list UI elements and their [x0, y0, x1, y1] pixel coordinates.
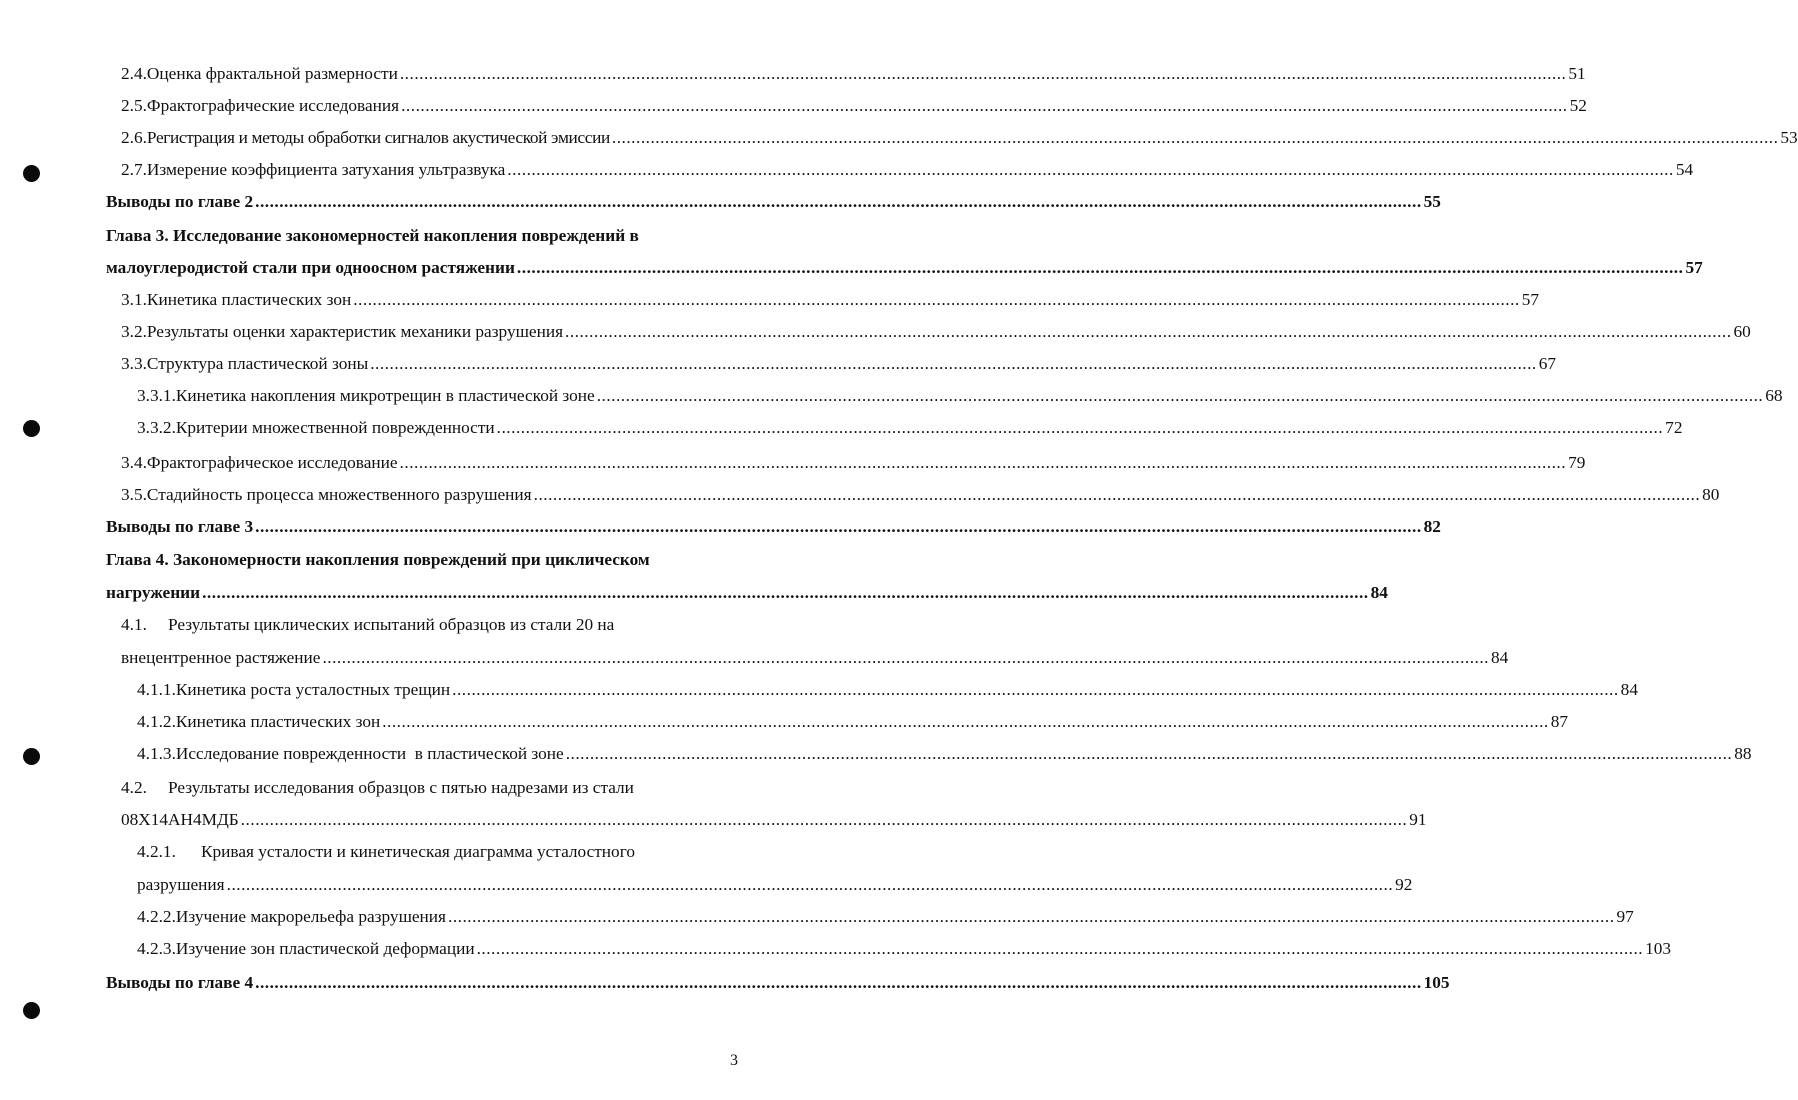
toc-entry-title: Фрактографические исследования — [146, 96, 400, 115]
toc-entry-page: 105 — [1423, 973, 1450, 992]
toc-entry-2-5[interactable] — [121, 89, 1587, 123]
toc-entry-title: Выводы по главе 4 — [106, 973, 254, 992]
toc-entry-page: 52 — [1569, 96, 1587, 115]
toc-entry-page: 97 — [1616, 907, 1634, 926]
dot-leader — [534, 478, 1701, 512]
dot-leader — [612, 121, 1779, 155]
dot-leader — [507, 153, 1674, 187]
toc-entry-title: Глава 3. Исследование закономерностей накопления повреждений в — [106, 226, 639, 245]
toc-entry-3-4[interactable] — [121, 446, 1586, 480]
toc-entry-number: 3.3. — [121, 354, 147, 373]
toc-entry-number: 2.4. — [121, 64, 147, 83]
toc-entry-title-cont: 08Х14АН4МДБ — [121, 810, 239, 829]
toc-entry-page: 67 — [1538, 354, 1557, 373]
dot-leader — [382, 705, 1549, 739]
dot-leader — [517, 251, 1684, 285]
dot-leader — [400, 57, 1567, 91]
toc-entry-title: Кинетика роста усталостных трещин — [175, 680, 451, 699]
toc-entry-title: Выводы по главе 3 — [106, 517, 254, 536]
toc-entry-title: Результаты циклических испытаний образцов из стали 20 на — [168, 615, 615, 634]
toc-entry-number: 4.2.3. — [137, 939, 176, 958]
toc-entry-page: 51 — [1568, 64, 1586, 83]
toc-entry-2-7[interactable] — [121, 153, 1694, 187]
dot-leader — [448, 900, 1615, 934]
toc-entry-4-1[interactable] — [121, 641, 1509, 675]
toc-entry-number: 3.2. — [121, 322, 147, 341]
dot-leader — [353, 283, 1520, 317]
dot-leader — [322, 641, 1489, 675]
toc-entry-title: Фрактографическое исследование — [146, 453, 398, 472]
toc-chapter-4[interactable] — [106, 576, 1388, 610]
toc-entry-title: Результаты исследования образцов с пятью надрезами из стали — [168, 778, 634, 797]
toc-entry-number: 4.2.2. — [137, 907, 176, 926]
toc-entry-page: 82 — [1423, 517, 1441, 536]
toc-entry-2-6[interactable] — [121, 121, 1798, 155]
dot-leader — [400, 446, 1567, 480]
toc-entry-title: Кривая усталости и кинетическая диаграмма усталостного — [201, 842, 635, 861]
toc-entry-page: 84 — [1620, 680, 1638, 699]
toc-entry-page: 68 — [1765, 386, 1783, 405]
toc-entry-page: 55 — [1423, 192, 1441, 211]
toc-entry-number: 3.3.2. — [137, 418, 176, 437]
toc-entry-title-cont: разрушения — [137, 875, 225, 894]
toc-entry-title: Кинетика пластических зон — [175, 712, 381, 731]
toc-entry-page: 54 — [1675, 160, 1694, 179]
toc-entry-page: 60 — [1733, 322, 1751, 341]
dot-leader — [477, 932, 1644, 966]
toc-entry-number: 4.2. — [121, 778, 147, 797]
toc-entry-number: 3.3.1. — [137, 386, 176, 405]
toc-entry-conclusions-3[interactable] — [106, 510, 1441, 544]
dot-leader — [255, 510, 1422, 544]
toc-entry-page: 88 — [1734, 744, 1752, 763]
toc-entry-title: Кинетика накопления микротрещин в пластической зоне — [175, 386, 595, 405]
toc-entry-page: 87 — [1550, 712, 1568, 731]
toc-entry-3-1[interactable] — [121, 283, 1540, 317]
toc-entry-title: Выводы по главе 2 — [106, 192, 254, 211]
punch-hole — [23, 1002, 40, 1019]
toc-entry-title: Измерение коэффициента затухания ультразвука — [146, 160, 506, 179]
toc-entry-number: 4.2.1. — [137, 842, 176, 861]
toc-chapter-3[interactable] — [106, 251, 1703, 285]
toc-entry-4-2-2[interactable] — [137, 900, 1634, 934]
toc-entry-page: 84 — [1490, 648, 1509, 667]
dot-leader — [202, 576, 1369, 610]
toc-entry-3-3[interactable] — [121, 347, 1557, 381]
toc-entry-title-cont: малоуглеродистой стали при одноосном растяжении — [106, 258, 515, 277]
toc-entry-number: 4.1. — [121, 615, 147, 634]
toc-entry-page: 91 — [1409, 810, 1427, 829]
toc-entry-page: 53 — [1780, 128, 1798, 147]
toc-entry-title: Критерии множественной поврежденности — [175, 418, 495, 437]
toc-entry-number: 4.1.1. — [137, 680, 176, 699]
toc-entry-page: 57 — [1685, 258, 1703, 277]
toc-entry-page: 57 — [1521, 290, 1540, 309]
toc-entry-3-3-2[interactable] — [137, 411, 1683, 445]
toc-entry-2-4[interactable] — [121, 57, 1586, 91]
punch-hole — [23, 748, 40, 765]
punch-hole — [23, 165, 40, 182]
toc-entry-4-2-1[interactable] — [137, 868, 1413, 902]
toc-chapter-3-line1[interactable] — [106, 219, 639, 253]
toc-entry-page: 84 — [1370, 583, 1388, 602]
dot-leader — [241, 803, 1408, 837]
toc-entry-page: 72 — [1665, 418, 1683, 437]
toc-entry-conclusions-4[interactable] — [106, 966, 1450, 1000]
toc-entry-title: Стадийность процесса множественного разрушения — [146, 485, 532, 504]
toc-entry-4-1-1[interactable] — [137, 673, 1638, 707]
toc-entry-number: 4.1.3. — [137, 744, 176, 763]
dot-leader — [227, 868, 1394, 902]
toc-entry-number: 3.5. — [121, 485, 147, 504]
toc-entry-4-1-line1[interactable] — [121, 608, 614, 642]
toc-entry-page: 79 — [1568, 453, 1586, 472]
toc-entry-title-cont: внецентренное растяжение — [121, 648, 321, 667]
toc-entry-title: Оценка фрактальной размерности — [146, 64, 398, 83]
toc-entry-page: 80 — [1702, 485, 1720, 504]
toc-entry-3-2[interactable] — [121, 315, 1751, 349]
toc-entry-title: Кинетика пластических зон — [146, 290, 352, 309]
toc-entry-title: Изучение зон пластической деформации — [175, 939, 475, 958]
page-number: 3 — [730, 1052, 738, 1069]
toc-entry-conclusions-2[interactable] — [106, 185, 1441, 219]
toc-entry-4-2-1-line1[interactable] — [137, 835, 635, 869]
toc-entry-number: 2.6. — [121, 128, 147, 147]
toc-entry-title: Изучение макрорельефа разрушения — [175, 907, 446, 926]
toc-entry-number: 3.1. — [121, 290, 147, 309]
toc-entry-number: 3.4. — [121, 453, 147, 472]
toc-entry-4-2-3[interactable] — [137, 932, 1672, 966]
dot-leader — [452, 673, 1619, 707]
toc-entry-number: 2.7. — [121, 160, 147, 179]
toc-entry-4-2[interactable] — [121, 803, 1427, 837]
toc-entry-3-5[interactable] — [121, 478, 1720, 512]
toc-entry-title: Результаты оценки характеристик механики разрушения — [146, 322, 564, 341]
toc-entry-page: 92 — [1395, 875, 1413, 894]
dot-leader — [597, 379, 1764, 413]
toc-entry-title: Исследование поврежденности в пластической зоне — [175, 744, 564, 763]
dot-leader — [255, 966, 1422, 1000]
toc-entry-4-2-line1[interactable] — [121, 771, 634, 805]
dot-leader — [401, 89, 1568, 123]
dot-leader — [566, 737, 1733, 771]
dot-leader — [565, 315, 1732, 349]
toc-entry-3-3-1[interactable] — [137, 379, 1783, 413]
toc-entry-title: Регистрация и методы обработки сигналов акустической эмиссии — [146, 128, 610, 147]
toc-entry-title: Структура пластической зоны — [146, 354, 369, 373]
toc-chapter-4-line1[interactable] — [106, 543, 650, 577]
dot-leader — [497, 411, 1664, 445]
toc-entry-title-cont: нагружении — [106, 583, 201, 602]
toc-entry-page: 103 — [1645, 939, 1672, 958]
toc-entry-4-1-2[interactable] — [137, 705, 1568, 739]
toc-entry-number: 4.1.2. — [137, 712, 176, 731]
dot-leader — [255, 185, 1422, 219]
toc-entry-title: Глава 4. Закономерности накопления повреждений при циклическом — [106, 550, 650, 569]
dot-leader — [370, 347, 1537, 381]
punch-hole — [23, 420, 40, 437]
toc-entry-number: 2.5. — [121, 96, 147, 115]
toc-entry-4-1-3[interactable] — [137, 737, 1752, 771]
